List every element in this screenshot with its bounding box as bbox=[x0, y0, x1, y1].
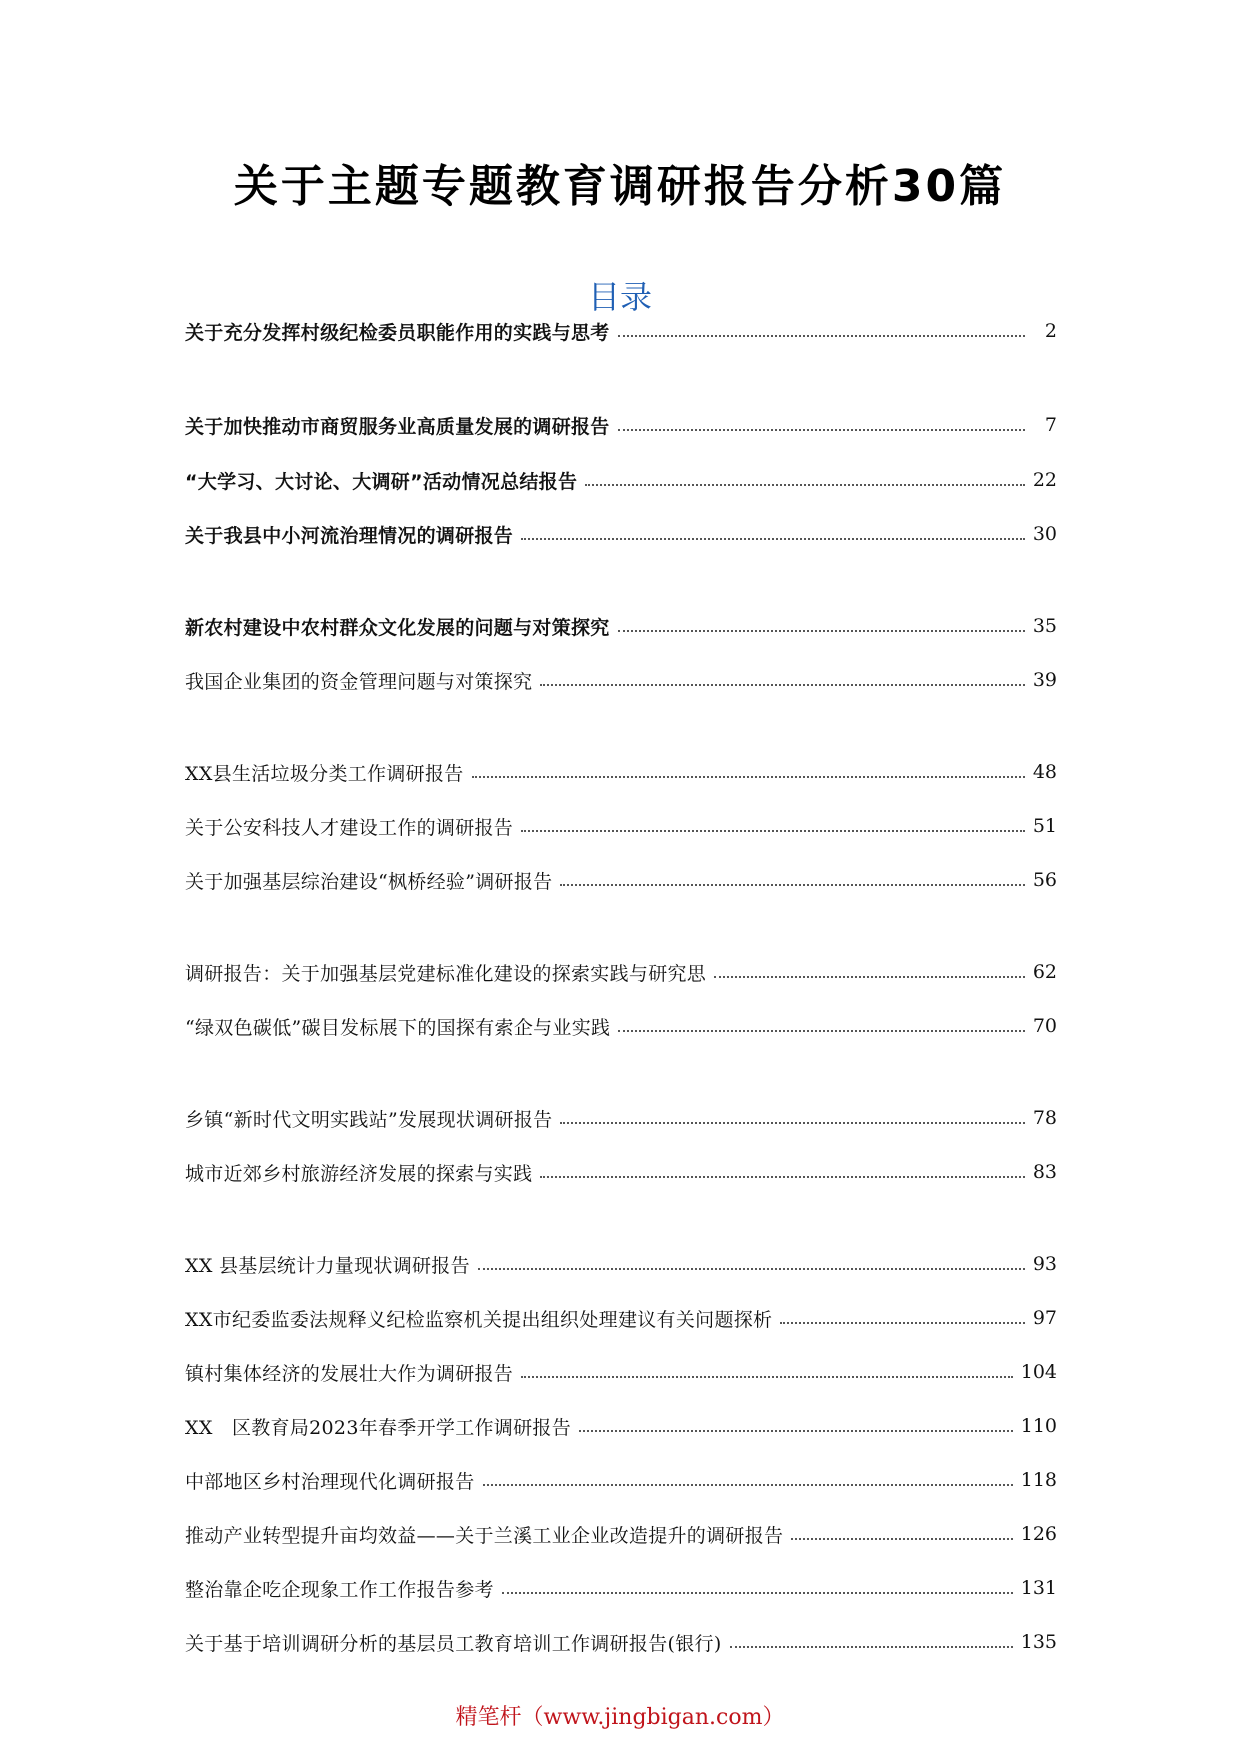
toc-entry-label: 推动产业转型提升亩均效益——关于兰溪工业企业改造提升的调研报告 bbox=[185, 1524, 784, 1547]
toc-entry[interactable] bbox=[185, 1246, 1057, 1282]
toc-dot-leader bbox=[730, 1646, 1013, 1648]
toc-entry-label: “绿双色碳低”碳目发标展下的国探有索企与业实践 bbox=[185, 1016, 611, 1039]
toc-page-number: 2 bbox=[1044, 320, 1057, 342]
toc-page-number: 126 bbox=[1020, 1523, 1057, 1545]
toc-page-number: 78 bbox=[1032, 1107, 1057, 1129]
toc-heading: 目录 bbox=[587, 278, 652, 316]
toc-dot-leader bbox=[780, 1322, 1024, 1324]
toc-entry-label: XX 区教育局2023年春季开学工作调研报告 bbox=[185, 1416, 572, 1439]
toc-page-number: 135 bbox=[1020, 1631, 1057, 1653]
toc-page-number: 70 bbox=[1032, 1015, 1057, 1037]
toc-entry-label: 城市近郊乡村旅游经济发展的探索与实践 bbox=[185, 1162, 533, 1185]
toc-entry-label: 关于加强基层综治建设“枫桥经验”调研报告 bbox=[185, 870, 553, 893]
toc-dot-leader bbox=[579, 1430, 1013, 1432]
toc-entry[interactable] bbox=[185, 1354, 1057, 1390]
toc-entry[interactable] bbox=[185, 407, 1057, 443]
toc-entry[interactable] bbox=[185, 1154, 1057, 1190]
toc-entry-label: “大学习、大讨论、大调研”活动情况总结报告 bbox=[185, 470, 578, 493]
toc-entry[interactable] bbox=[185, 313, 1057, 349]
toc-entry[interactable] bbox=[185, 1408, 1057, 1444]
toc-dot-leader bbox=[521, 1376, 1013, 1378]
toc-dot-leader bbox=[618, 630, 1025, 632]
toc-dot-leader bbox=[791, 1538, 1012, 1540]
toc-entry-label: 关于充分发挥村级纪检委员职能作用的实践与思考 bbox=[185, 321, 610, 344]
toc-dot-leader bbox=[502, 1592, 1013, 1594]
toc-entry[interactable] bbox=[185, 608, 1057, 644]
toc-entry-label: 调研报告：关于加强基层党建标准化建设的探索实践与研究思 bbox=[185, 962, 707, 985]
toc-entry[interactable] bbox=[185, 954, 1057, 990]
toc-dot-leader bbox=[521, 538, 1025, 540]
toc-entry[interactable] bbox=[185, 754, 1057, 790]
toc-dot-leader bbox=[521, 830, 1025, 832]
toc-page-number: 30 bbox=[1032, 523, 1057, 545]
toc-entry[interactable] bbox=[185, 1008, 1057, 1044]
toc-dot-leader bbox=[618, 429, 1025, 431]
toc-entry[interactable] bbox=[185, 1300, 1057, 1336]
toc-dot-leader bbox=[585, 484, 1025, 486]
toc-entry-label: 关于基于培训调研分析的基层员工教育培训工作调研报告(银行) bbox=[185, 1632, 722, 1655]
toc-page-number: 51 bbox=[1032, 815, 1057, 837]
document-title: 关于主题专题教育调研报告分析30篇 bbox=[233, 161, 1007, 212]
toc-entry-label: 我国企业集团的资金管理问题与对策探究 bbox=[185, 670, 533, 693]
toc-dot-leader bbox=[714, 976, 1025, 978]
toc-entry[interactable] bbox=[185, 808, 1057, 844]
toc-entry[interactable] bbox=[185, 662, 1057, 698]
toc-entry[interactable] bbox=[185, 1100, 1057, 1136]
footer-watermark: 精笔杆（www.jingbigan.com） bbox=[455, 1705, 785, 1730]
toc-entry[interactable] bbox=[185, 1516, 1057, 1552]
toc-page-number: 104 bbox=[1020, 1361, 1057, 1383]
toc-entry-label: 关于我县中小河流治理情况的调研报告 bbox=[185, 524, 514, 547]
toc-dot-leader bbox=[478, 1268, 1025, 1270]
toc-entry-label: 新农村建设中农村群众文化发展的问题与对策探究 bbox=[185, 616, 610, 639]
toc-entry-label: 整治靠企吃企现象工作工作报告参考 bbox=[185, 1578, 494, 1601]
toc-dot-leader bbox=[560, 884, 1024, 886]
toc-dot-leader bbox=[472, 776, 1025, 778]
toc-entry-label: 关于公安科技人才建设工作的调研报告 bbox=[185, 816, 514, 839]
toc-entry-label: XX市纪委监委法规释义纪检监察机关提出组织处理建议有关问题探析 bbox=[185, 1308, 773, 1331]
toc-page-number: 56 bbox=[1032, 869, 1057, 891]
toc-page-number: 118 bbox=[1020, 1469, 1057, 1491]
toc-page-number: 22 bbox=[1032, 469, 1057, 491]
toc-entry-label: 中部地区乡村治理现代化调研报告 bbox=[185, 1470, 475, 1493]
toc-entry[interactable] bbox=[185, 1462, 1057, 1498]
toc-page-number: 7 bbox=[1044, 414, 1057, 436]
toc-dot-leader bbox=[540, 1176, 1024, 1178]
toc-dot-leader bbox=[560, 1122, 1024, 1124]
toc-entry-label: 关于加快推动市商贸服务业高质量发展的调研报告 bbox=[185, 415, 610, 438]
toc-dot-leader bbox=[483, 1484, 1013, 1486]
toc-page-number: 110 bbox=[1020, 1415, 1057, 1437]
toc-page-number: 48 bbox=[1032, 761, 1057, 783]
toc-entry-label: XX县生活垃圾分类工作调研报告 bbox=[185, 762, 464, 785]
toc-dot-leader bbox=[618, 1030, 1024, 1032]
toc-entry[interactable] bbox=[185, 1624, 1057, 1660]
toc-entry-label: 镇村集体经济的发展壮大作为调研报告 bbox=[185, 1362, 514, 1385]
toc-page-number: 131 bbox=[1020, 1577, 1057, 1599]
toc-dot-leader bbox=[618, 335, 1025, 337]
toc-page-number: 97 bbox=[1032, 1307, 1057, 1329]
toc-page-number: 83 bbox=[1032, 1161, 1057, 1183]
toc-entry-label: 乡镇“新时代文明实践站”发展现状调研报告 bbox=[185, 1108, 553, 1131]
toc-page-number: 35 bbox=[1032, 615, 1057, 637]
toc-entry[interactable] bbox=[185, 862, 1057, 898]
toc-entry[interactable] bbox=[185, 516, 1057, 552]
toc-page-number: 93 bbox=[1032, 1253, 1057, 1275]
toc-page-number: 39 bbox=[1032, 669, 1057, 691]
toc-page-number: 62 bbox=[1032, 961, 1057, 983]
toc-entry[interactable] bbox=[185, 462, 1057, 498]
toc-entry[interactable] bbox=[185, 1570, 1057, 1606]
toc-dot-leader bbox=[540, 684, 1024, 686]
toc-entry-label: XX 县基层统计力量现状调研报告 bbox=[185, 1254, 470, 1277]
